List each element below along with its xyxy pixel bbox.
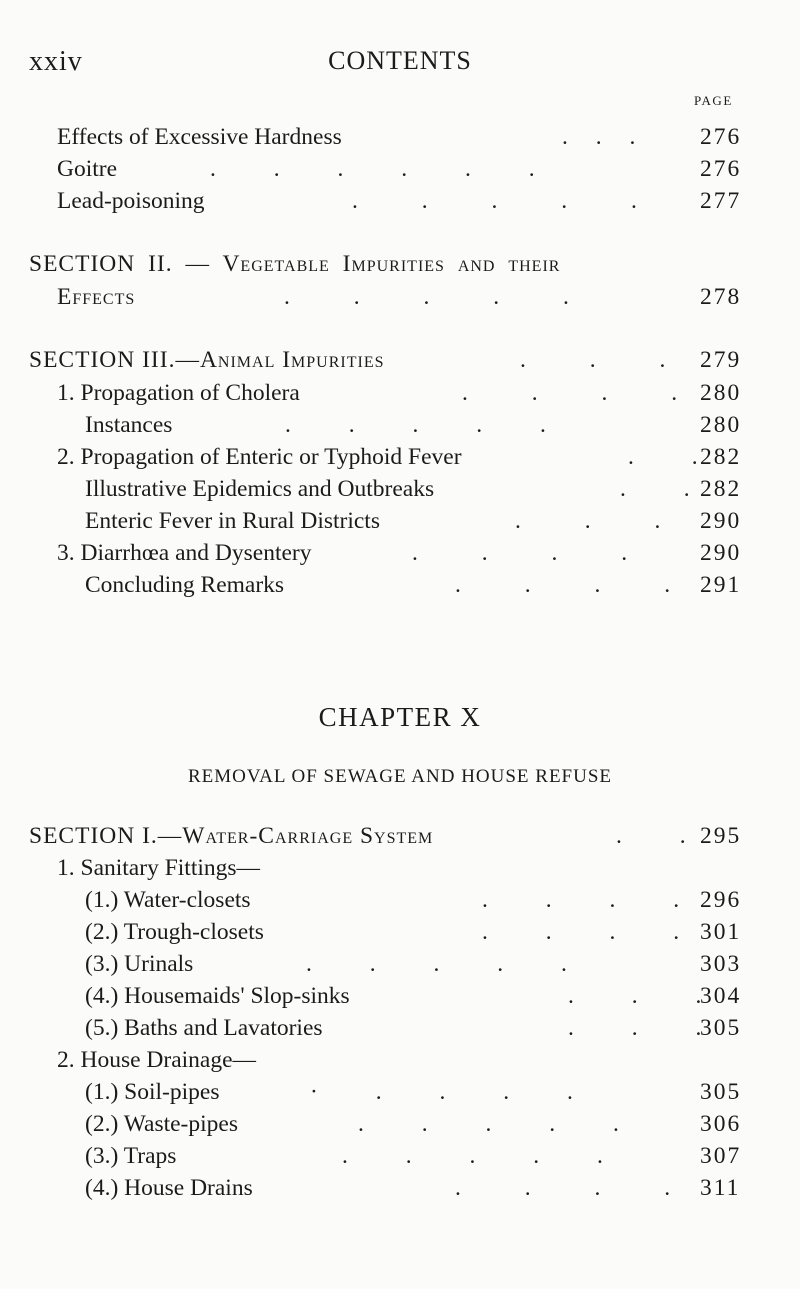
toc-entry-leader: . . . . [482,919,680,945]
toc-entry-title: (2.) Trough-closets [85,919,264,945]
toc-entry [0,1111,800,1143]
toc-entry-title: (5.) Baths and Lavatories [85,1015,323,1041]
toc-entry-leader: . . [620,476,690,502]
toc-entry-title: (3.) Urinals [85,951,194,977]
toc-entry-leader: . . . [520,347,666,373]
page-column-label: PAGE [694,93,733,108]
toc-entry [0,412,800,444]
toc-entry-leader: . . . . . . [210,156,535,182]
toc-entry-leader: . . . . . [358,1111,619,1137]
toc-entry-leader: . . . [515,508,661,534]
toc-entry-leader: . . . . . [284,284,569,310]
toc-entry-title: (1.) Soil-pipes [85,1079,220,1105]
toc-entry-title: (2.) Waste-pipes [85,1111,238,1137]
toc-entry-page: 290 [700,508,742,534]
toc-entry-leader: . . . . [455,1175,671,1201]
toc-entry [0,1015,800,1047]
toc-entry-leader: . . [628,444,698,470]
toc-entry-title: 1. Propagation of Cholera [57,380,300,406]
toc-entry-title: Goitre [57,156,118,182]
toc-entry-page: 304 [700,983,742,1009]
toc-entry-title: Lead-poisoning [57,188,205,214]
toc-section-heading [0,823,800,855]
toc-entry-page: 311 [700,1175,741,1201]
toc-entry-title: 2. Propagation of Enteric or Typhoid Fever [57,444,462,470]
toc-subheading [0,1047,800,1079]
toc-entry-leader: . . . . [412,540,628,566]
toc-entry-leader: . . [616,823,686,849]
toc-entry-page: 307 [700,1143,742,1169]
toc-entry-leader: · . . . . [310,1079,573,1105]
toc-entry [0,444,800,476]
toc-entry-page: 306 [700,1111,742,1137]
toc-entry-page: 282 [700,444,742,470]
toc-entry [0,887,800,919]
toc-entry [0,476,800,508]
toc-entry [0,919,800,951]
toc-entry-title: SECTION II. — Vegetable Impurities and their [29,251,561,277]
toc-entry-title: Enteric Fever in Rural Districts [85,508,380,534]
toc-entry-title: Effects [57,284,136,310]
toc-entry-title: (3.) Traps [85,1143,177,1169]
toc-section-heading [0,347,800,379]
toc-entry-title: SECTION I.—Water-Carriage System [29,823,434,849]
toc-entry-page: 278 [700,284,742,310]
toc-entry-leader: . . . . [455,572,671,598]
toc-entry [0,124,800,156]
toc-subheading [0,855,800,887]
toc-entry-page: 276 [700,156,742,182]
toc-entry-title: Instances [85,412,173,438]
page-number: xxiv [29,46,83,77]
toc-entry-leader: . . . . . [342,1143,603,1169]
toc-entry [0,380,800,412]
toc-entry [0,540,800,572]
toc-entry-page: 303 [700,951,742,977]
toc-entry-leader: . . . . . [306,951,567,977]
toc-entry-leader: . . . [562,124,636,150]
toc-entry-page: 301 [700,919,742,945]
toc-entry-title: 2. House Drainage— [57,1047,257,1073]
toc-entry-title: (4.) House Drains [85,1175,253,1201]
toc-entry [0,156,800,188]
toc-entry [0,1079,800,1111]
toc-entry-page: 276 [700,124,742,150]
toc-entry-leader: . . . [568,983,702,1009]
toc-entry [0,508,800,540]
toc-entry [0,951,800,983]
running-title: CONTENTS [328,46,472,75]
toc-entry [0,572,800,604]
toc-entry-page: 279 [700,347,742,373]
toc-entry [0,284,800,316]
toc-entry [0,1143,800,1175]
toc-entry-leader: . . . . . [285,412,546,438]
toc-entry-page: 282 [700,476,742,502]
toc-entry-leader: . . . . . [352,188,637,214]
toc-entry-leader: . . . . [462,380,678,406]
toc-entry-title: (1.) Water-closets [85,887,251,913]
toc-entry-page: 295 [700,823,742,849]
toc-entry [0,983,800,1015]
toc-entry [0,188,800,220]
chapter-title: CHAPTER X [318,702,482,732]
toc-entry-page: 291 [700,572,742,598]
toc-entry-title: 3. Diarrhœa and Dysentery [57,540,312,566]
chapter-subtitle: REMOVAL OF SEWAGE AND HOUSE REFUSE [187,766,613,787]
toc-entry-title: 1. Sanitary Fittings— [57,855,261,881]
toc-entry-title: (4.) Housemaids' Slop-sinks [85,983,350,1009]
toc-entry [0,1175,800,1207]
toc-entry-title: SECTION III.—Animal Impurities [29,347,385,373]
toc-entry-title: Concluding Remarks [85,572,285,598]
toc-section-heading [0,251,800,283]
toc-entry-page: 290 [700,540,742,566]
toc-entry-leader: . . . . [482,887,680,913]
toc-entry-page: 296 [700,887,742,913]
toc-entry-leader: . . . [568,1015,702,1041]
toc-entry-page: 280 [700,412,742,438]
toc-entry-page: 305 [700,1015,742,1041]
toc-entry-title: Effects of Excessive Hardness [57,124,342,150]
toc-entry-page: 280 [700,380,742,406]
toc-entry-title: Illustrative Epidemics and Outbreaks [85,476,435,502]
toc-entry-page: 305 [700,1079,742,1105]
toc-entry-page: 277 [700,188,742,214]
